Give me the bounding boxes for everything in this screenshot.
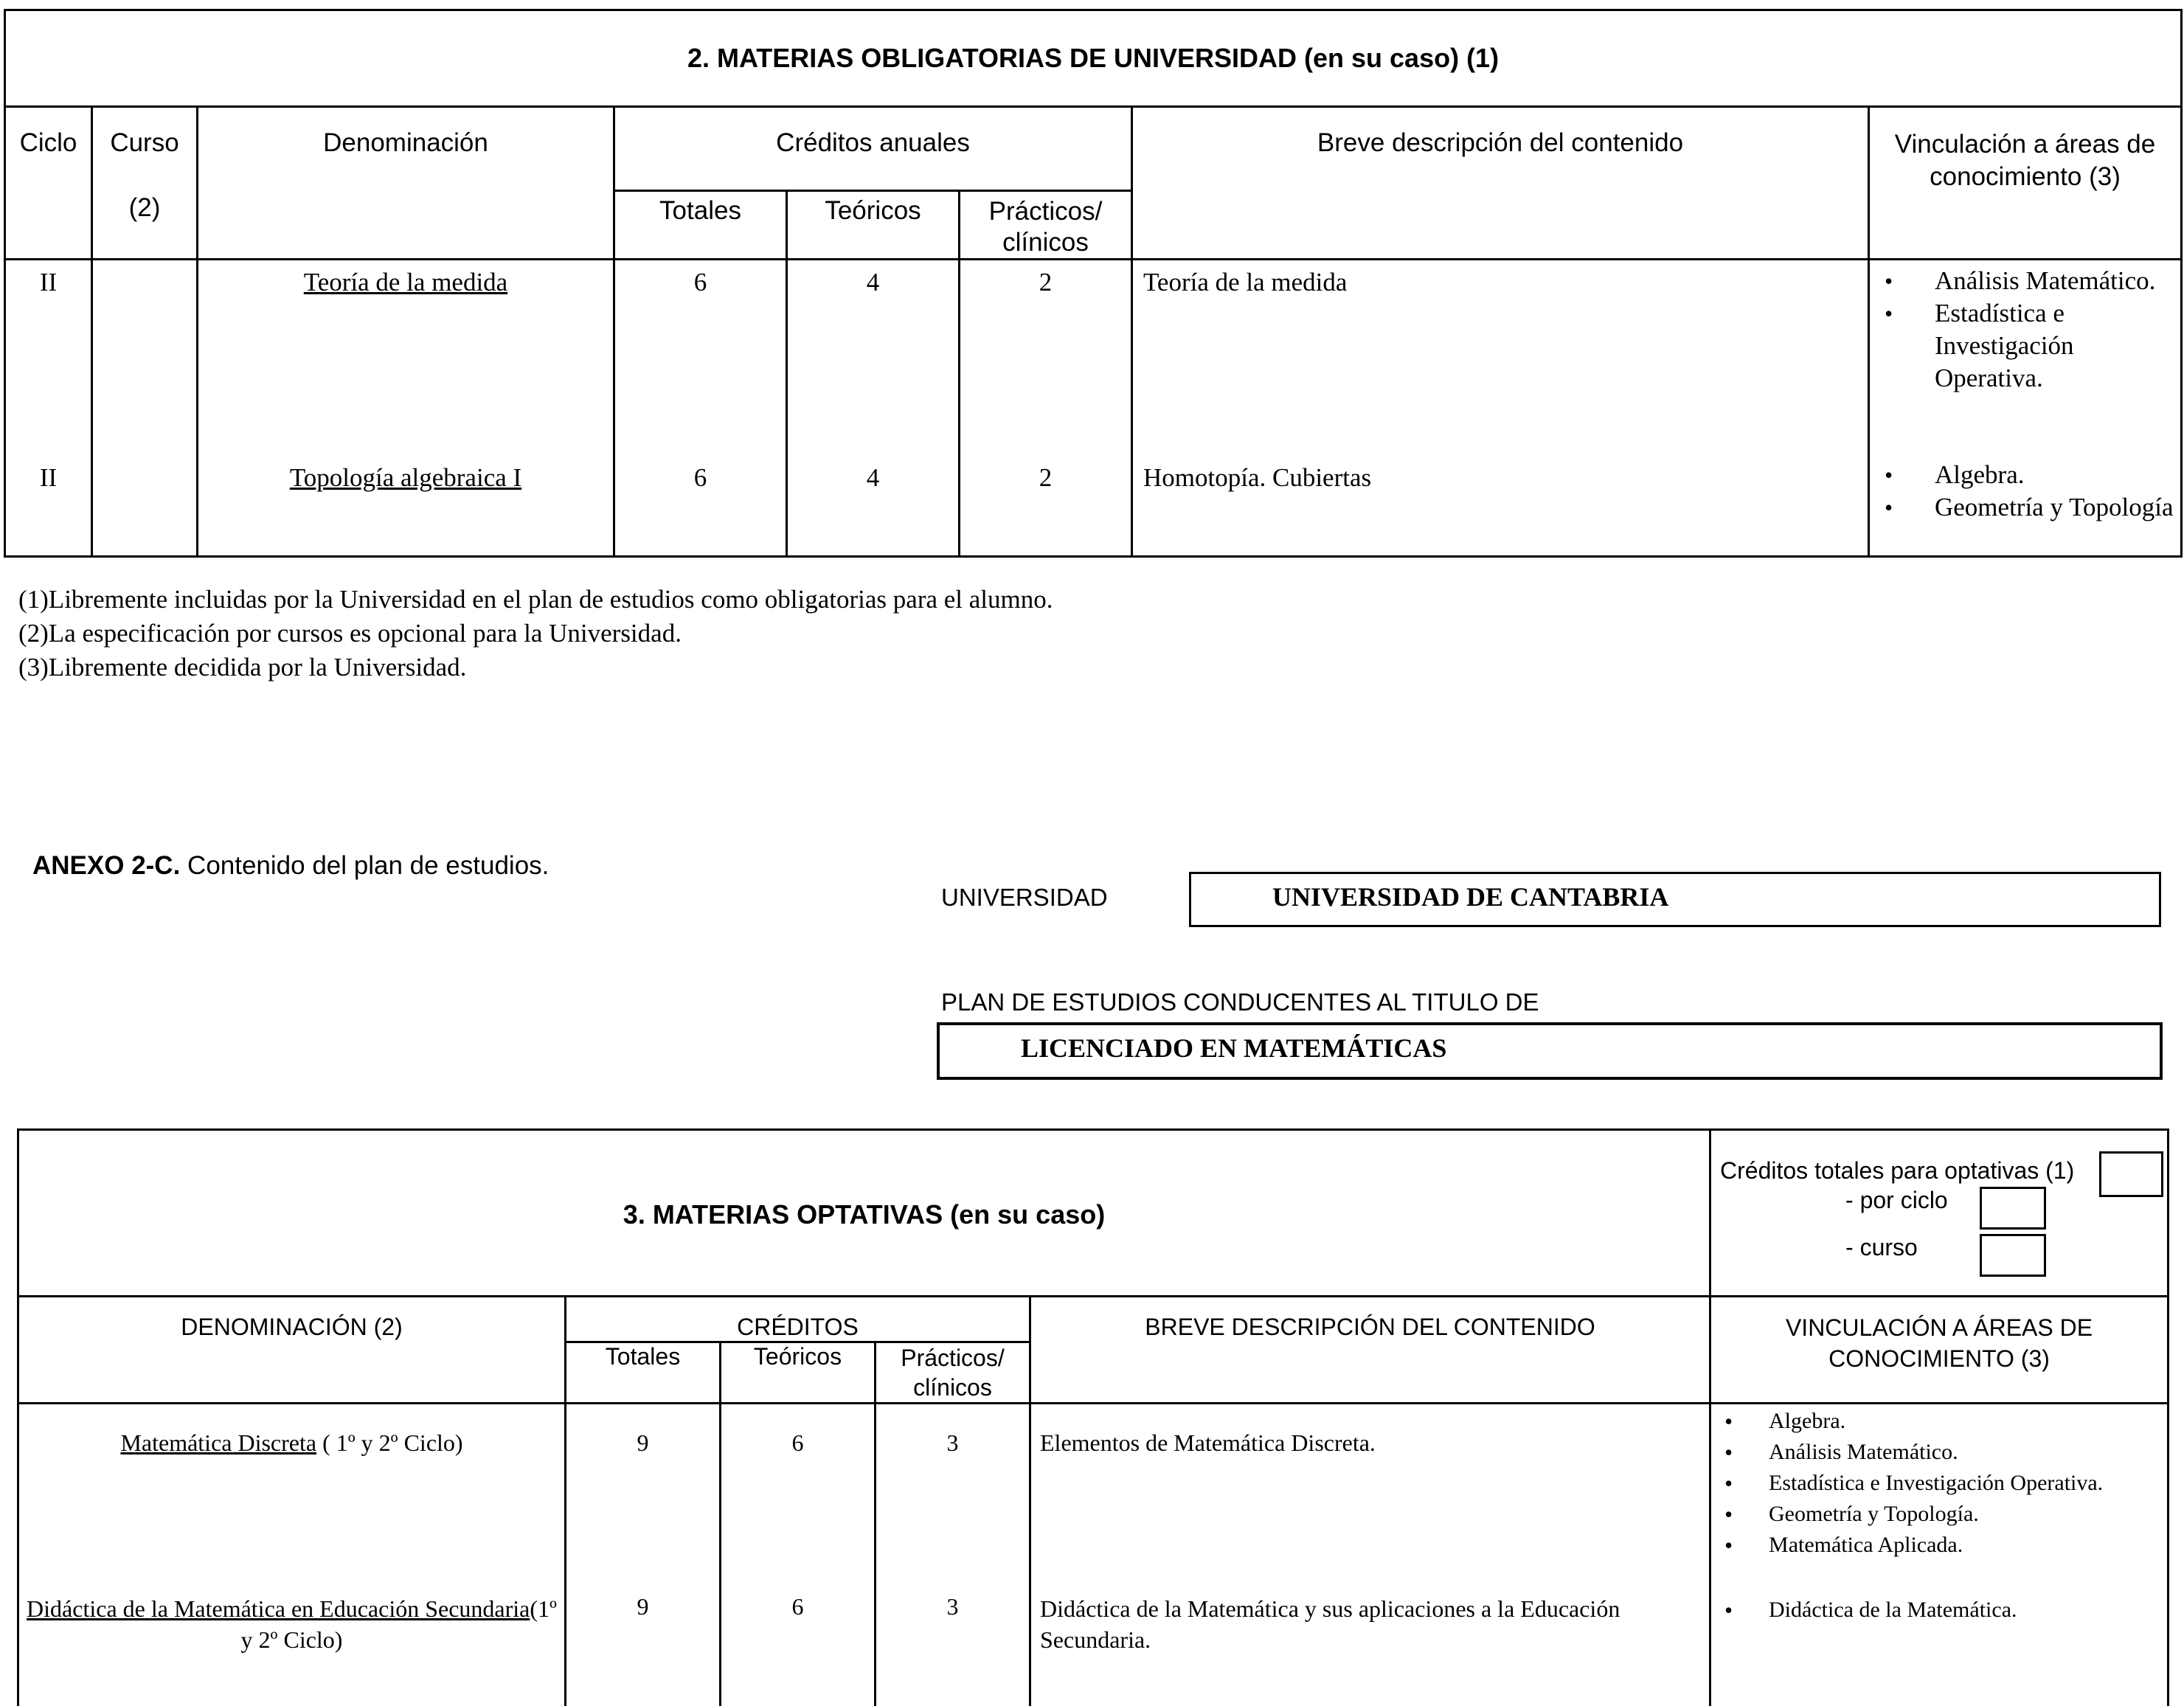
opt-row1-practicos: 3 [946,1429,959,1456]
por-ciclo-box[interactable] [1980,1187,2046,1230]
row2-practicos: 2 [1039,463,1053,492]
area-item: • Geometría y Topología. [1711,1499,2167,1530]
area-item: • Algebra. [1711,1406,2167,1437]
opt-row2-denominacion: Didáctica de la Matemática en Educación Secundaria(1º y 2º Ciclo) [27,1595,557,1653]
opt-row2-descripcion: Didáctica de la Matemática y sus aplicaciones a la Educación Secundaria. [1040,1595,1620,1653]
opt-denominacion-header: DENOMINACIÓN (2) [18,1297,566,1404]
opt-denominacion-col [18,1404,566,1706]
opt-teoricos-header: Teóricos [721,1342,876,1404]
creditos-optativas-box[interactable] [2099,1151,2163,1197]
row2-ciclo: II [39,463,58,492]
opt-totales-col [566,1404,721,1706]
footnote-3: (3)Libremente decidida por la Universidad. [18,653,467,682]
row2-areas [1870,459,2180,524]
opt-row2-areas [1711,1595,2167,1626]
row1-totales: 6 [693,268,707,297]
opt-vinculacion-header: VINCULACIÓN A ÁREAS DE CONOCIMIENTO (3) [1710,1297,2169,1404]
plan-field [937,1022,2163,1080]
table-row-practicos [960,260,1132,557]
row1-practicos: 2 [1039,268,1053,297]
universidad-field [1189,872,2161,927]
optativas-table [17,1128,2169,1706]
col-denominacion-header: Denominación [198,107,614,260]
curso-label: - curso [1845,1234,1918,1261]
area-item: • Algebra. [1870,459,2180,491]
universidad-value: UNIVERSIDAD DE CANTABRIA [1272,882,1669,912]
opt-teoricos-col [721,1404,876,1706]
row1-areas [1870,265,2180,459]
table-row-descripcion [1132,260,1869,557]
section3-title: 3. MATERIAS OPTATIVAS (en su caso) [18,1130,1710,1297]
opt-practicos-col [876,1404,1030,1706]
row2-descripcion: Homotopía. Cubiertas [1143,463,1372,492]
footnote-1: (1)Libremente incluidas por la Universidad en el plan de estudios como obligatorias para el alumno. [18,585,1053,614]
area-item: • Matemática Aplicada. [1711,1530,2167,1561]
col-curso-header: Curso (2) [92,107,198,260]
obligatorias-table [4,9,2183,558]
opt-descripcion-header: BREVE DESCRIPCIÓN DEL CONTENIDO [1030,1297,1710,1404]
col-practicos-header: Prácticos/ clínicos [960,191,1132,260]
area-item: • Análisis Matemático. [1870,265,2180,297]
opt-creditos-header: CRÉDITOS [566,1297,1030,1342]
opt-practicos-header: Prácticos/ clínicos [876,1342,1030,1404]
row1-denominacion: Teoría de la medida [303,268,508,297]
row2-denominacion: Topología algebraica I [289,463,522,492]
opt-row1-totales: 9 [637,1429,649,1456]
row1-ciclo: II [39,268,58,297]
footnote-2: (2)La especificación por cursos es opcional para la Universidad. [18,619,682,648]
opt-row1-denominacion: Matemática Discreta ( 1º y 2º Ciclo) [120,1429,463,1456]
table-row-ciclos [5,260,92,557]
plan-label: PLAN DE ESTUDIOS CONDUCENTES AL TITULO DE [941,988,1539,1016]
opt-descripcion-col [1030,1404,1710,1706]
por-ciclo-label: - por ciclo [1845,1187,1948,1213]
col-creditos-header: Créditos anuales [614,107,1132,191]
row2-totales: 6 [693,463,707,492]
opt-row2-totales: 9 [637,1593,649,1620]
opt-totales-header: Totales [566,1342,721,1404]
table-row-areas [1869,260,2182,557]
table-row-curso [92,260,198,557]
col-vinculacion-header: Vinculación a áreas de conocimiento (3) [1869,107,2182,260]
creditos-optativas-label: Créditos totales para optativas (1) [1720,1157,2075,1184]
opt-row1-descripcion: Elementos de Matemática Discreta. [1040,1429,1376,1456]
opt-row2-teoricos: 6 [791,1593,804,1620]
area-item: • Análisis Matemático. [1711,1437,2167,1468]
col-descripcion-header: Breve descripción del contenido [1132,107,1869,260]
col-totales-header: Totales [614,191,787,260]
col-ciclo-header: Ciclo [5,107,92,260]
area-item: • Geometría y Topología [1870,491,2180,524]
table-row-totales [614,260,787,557]
opt-row1-areas [1711,1406,2167,1595]
opt-row2-practicos: 3 [946,1593,959,1620]
row2-teoricos: 4 [866,463,880,492]
table-row-denominacion [198,260,614,557]
footnotes [18,583,1053,684]
table-row-teoricos [787,260,960,557]
area-item: • Estadística e Investigación Operativa. [1870,297,2180,395]
anexo-heading: ANEXO 2-C. Contenido del plan de estudios. [32,851,550,880]
section2-title: 2. MATERIAS OBLIGATORIAS DE UNIVERSIDAD (en su caso) (1) [5,10,2182,107]
opt-areas-col [1710,1404,2169,1706]
row1-descripcion: Teoría de la medida [1143,268,1348,297]
row1-teoricos: 4 [866,268,880,297]
curso-box[interactable] [1980,1234,2046,1277]
col-teoricos-header: Teóricos [787,191,960,260]
plan-value: LICENCIADO EN MATEMÁTICAS [1021,1033,1447,1063]
area-item: • Estadística e Investigación Operativa. [1711,1468,2167,1499]
universidad-label: UNIVERSIDAD [941,884,1108,911]
opt-row1-teoricos: 6 [791,1429,804,1456]
area-item: • Didáctica de la Matemática. [1711,1595,2167,1626]
creditos-optativas-cell [1710,1130,2169,1297]
